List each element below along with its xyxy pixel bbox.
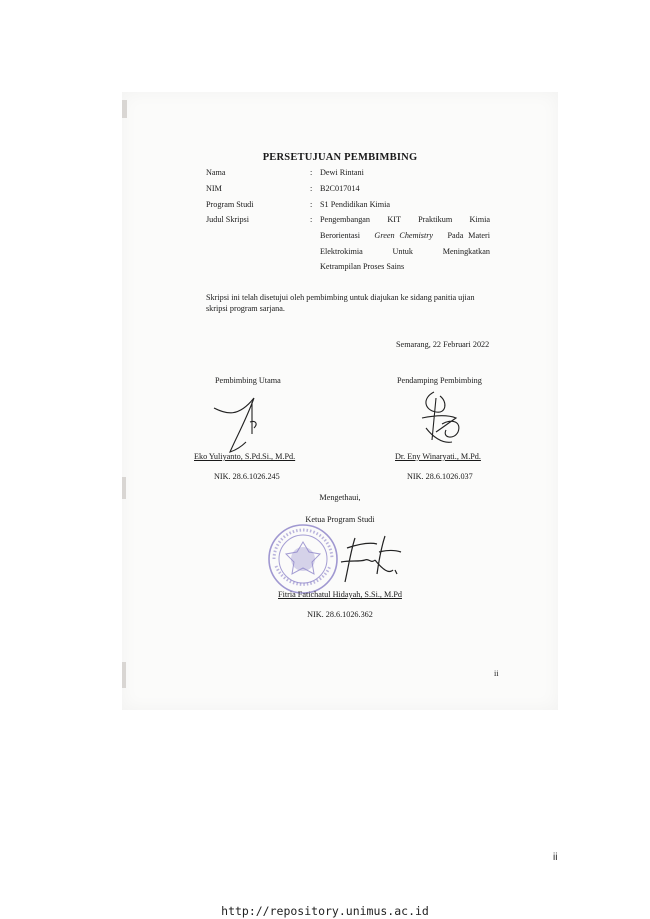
field-label-thesis: Judul Skripsi [206,215,249,224]
document-title: PERSETUJUAN PEMBIMBING [262,152,418,163]
inner-page-number: ii [494,669,499,678]
field-label-nim: NIM [206,184,222,193]
field-value-nim: B2C017014 [320,184,360,193]
advisor-1-role: Pembimbing Utama [215,376,281,385]
place-date: Semarang, 22 Februari 2022 [396,340,490,349]
field-label-name: Nama [206,168,226,177]
scan-artifact [122,100,127,118]
head-name: Fitria Fatichatul Hidayah, S.Si., M.Pd [278,590,402,599]
approval-text-line-2: skripsi program sarjana. [206,304,285,313]
advisor-2-signature [412,388,472,450]
advisor-1-name: Eko Yuliyanto, S.Pd.Si., M.Pd. [194,452,296,461]
field-colon: : [310,184,313,193]
scan-artifact [122,662,126,688]
field-colon: : [310,215,313,224]
advisor-1-signature [206,390,276,460]
advisor-2-nik: NIK. 28.6.1026.037 [407,472,473,481]
repository-url[interactable]: http://repository.unimus.ac.id [221,904,429,918]
scanned-document [122,92,558,710]
advisor-1-nik: NIK. 28.6.1026.245 [214,472,280,481]
green-chemistry-italic: Green Chemistry [374,231,434,240]
advisor-2-name: Dr. Eny Winaryati., M.Pd. [395,452,481,461]
thesis-title-line-1: Pengembangan KIT Praktikum Kimia [320,215,490,224]
field-value-name: Dewi Rintani [320,168,364,177]
advisor-2-role: Pendamping Pembimbing [397,376,482,385]
field-colon: : [310,168,313,177]
head-nik: NIK. 28.6.1026.362 [307,610,373,619]
field-colon: : [310,200,313,209]
thesis-title-line-4: Ketrampilan Proses Sains [320,262,405,271]
head-signature [327,530,407,590]
thesis-title-line-2: Berorientasi Green Chemistry Pada Materi [320,231,490,240]
thesis-title-line-3: Elektrokimia Untuk Meningkatkan [320,247,490,256]
page-number: ii [553,852,558,863]
approval-text-line-1: Skripsi ini telah disetujui oleh pembimbing untuk diajukan ke sidang panitia ujian [206,293,475,302]
field-label-program: Program Studi [206,200,254,209]
acknowledged-label: Mengethaui, [319,493,361,502]
field-value-program: S1 Pendidikan Kimia [320,200,391,209]
head-role: Ketua Program Studi [305,515,375,524]
